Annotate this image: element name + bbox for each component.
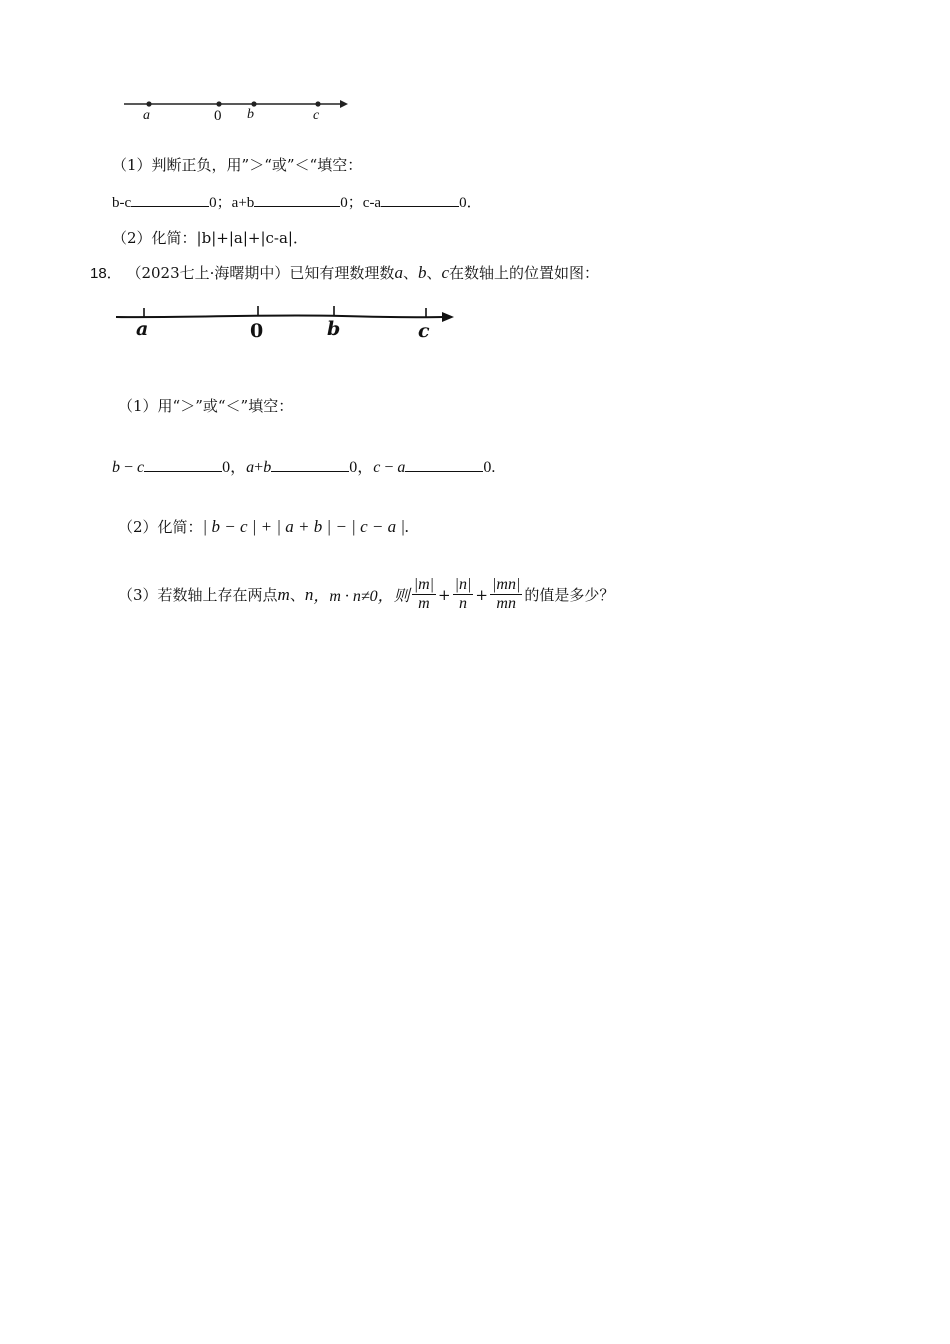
q18-part3 [118,576,614,613]
q18-fill-line [112,454,495,477]
q18-stem-end: 在数轴上的位置如图： [449,264,600,282]
q18-part3-sep: 、 [289,586,305,604]
q18-part2-label: （2）化简： [118,518,203,536]
q18-part3-n: n [304,584,314,604]
q18-part3-text: （3）若数轴上存在两点 [118,586,278,604]
q18-fraction-n [453,576,474,613]
q18-comma-1: ， [230,459,247,476]
q18-frac1-denominator: m [418,595,430,612]
q18-e1-op: − [120,459,138,476]
q17-axis-label-c: c [313,108,320,123]
q18-plus-2: + [475,585,488,604]
q18-fraction-m [412,576,436,613]
q18-end: . [491,459,496,476]
q18-number: 18． [90,265,122,282]
q18-var-b: b [417,263,427,282]
q18-part3-question-end: 的值是多少？ [524,586,615,604]
q18-fraction-mn [490,576,522,613]
q18-number-line [112,300,462,330]
q18-e3-right: a [397,459,406,476]
q18-frac2-numerator: |n| [454,576,472,593]
q18-part2 [118,516,409,537]
q18-source: （2023七上·海曙期中） [126,264,290,282]
q18-zero-1: 0 [222,459,231,476]
q18-comma-2: ， [357,459,374,476]
q17-axis-label-a: a [143,108,150,123]
q18-axis-label-b: b [327,318,341,340]
q18-part3-m: m [277,584,290,604]
q17-expr-a-plus-b: 0；a+b [209,195,255,211]
q18-blank-3[interactable] [405,457,483,472]
q18-e1-left: b [112,459,120,476]
q18-e3-left: c [373,459,381,476]
q18-zero-3: 0 [483,459,492,476]
q18-e2-op: + [254,459,264,476]
q17-blank-1[interactable] [131,192,209,207]
q17-end: 0． [459,195,482,211]
q18-var-c: c [441,263,450,282]
q18-axis-label-a: a [136,318,149,340]
q18-axis-label-zero: 0 [250,320,264,342]
q18-stem [90,262,599,283]
q18-frac3-denominator: mn [496,595,516,612]
q18-part3-condition: ，m · n≠0，则 [313,588,410,605]
q17-blank-2[interactable] [254,192,340,207]
q18-blank-2[interactable] [271,457,349,472]
q18-blank-1[interactable] [144,457,222,472]
q17-blank-3[interactable] [381,192,459,207]
q18-frac3-numerator: |mn| [492,576,521,593]
q18-var-a: a [394,263,403,282]
q18-part2-expression: | b − c | + | a + b | − | c − a |. [202,517,410,536]
q17-fill-line [112,191,482,212]
q17-axis-label-b: b [247,107,254,122]
q18-zero-2: 0 [349,459,358,476]
q18-sep-2: 、 [426,264,442,282]
q18-frac2-denominator: n [459,595,468,612]
q17-axis-label-zero: 0 [214,108,222,124]
q17-part2-simplify: （2）化简：|b|+|a|+|c-a|． [112,229,308,247]
q18-axis-label-c: c [418,320,430,342]
q18-e1-right: c [137,459,145,476]
q17-part1-prompt: （1）判断正负，用”＞“或”＜“填空： [112,156,363,174]
q18-e2-left: a [246,459,255,476]
q17-expr-c-minus-a: 0；c-a [340,195,382,211]
q18-plus-1: + [438,585,451,604]
q18-e3-op: − [380,459,398,476]
q17-number-line [118,92,358,132]
q18-e2-right: b [263,459,272,476]
q18-frac1-numerator: |m| [413,576,435,593]
q17-expr-b-minus-c: b-c [112,195,132,211]
q18-part1-prompt: （1）用“＞”或“＜”填空： [118,397,294,415]
q18-sep-1: 、 [402,264,418,282]
q18-stem-text: 已知有理数理数 [289,264,395,282]
